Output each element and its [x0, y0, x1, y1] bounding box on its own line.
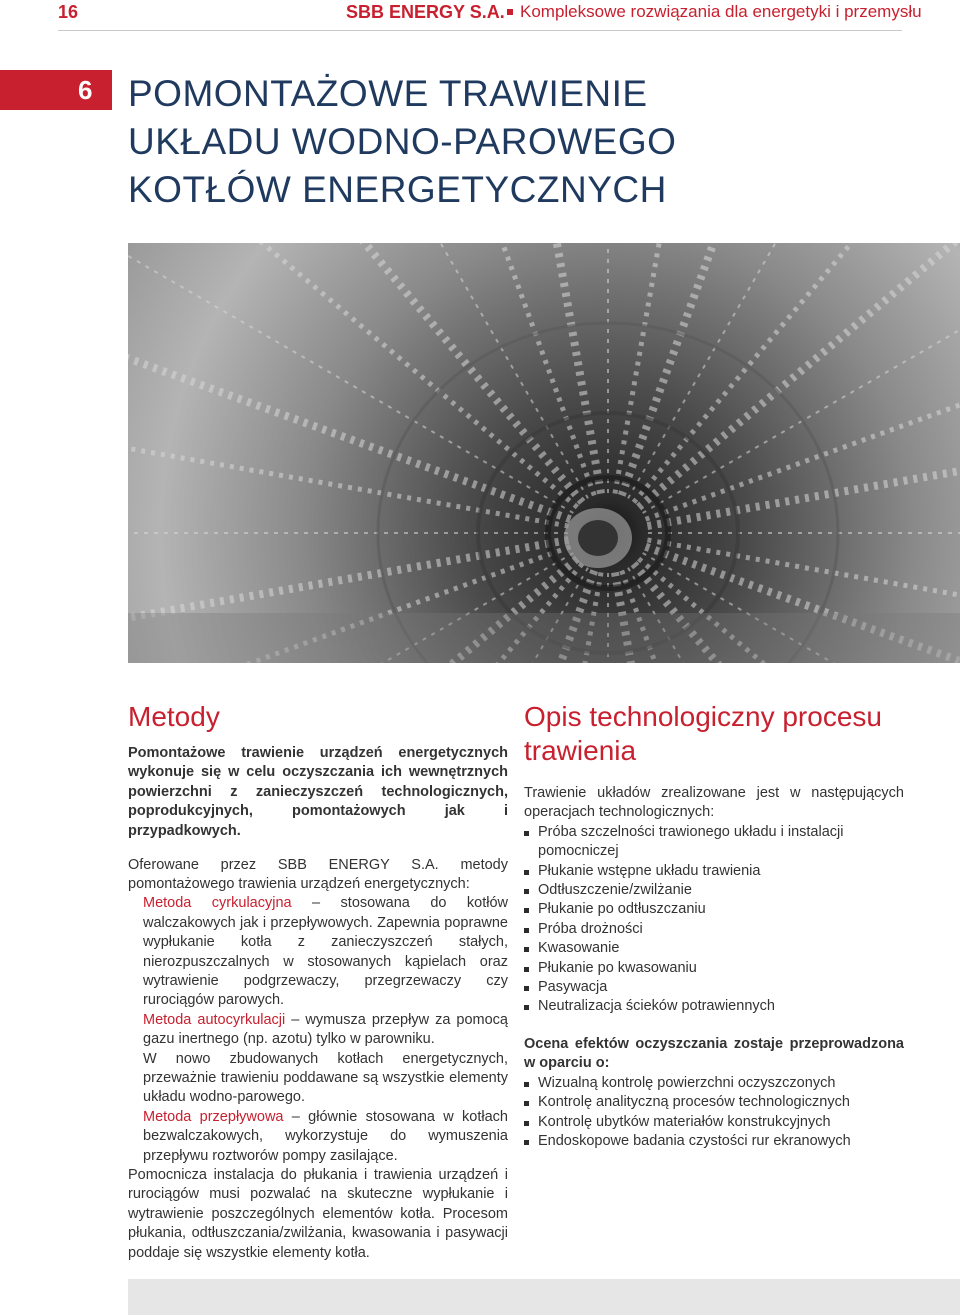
boiler-tube-photo [128, 243, 960, 663]
process-step-item: Próba drożności [524, 920, 904, 939]
header-divider [58, 30, 902, 31]
section-number-bar [0, 70, 112, 110]
methods-column [128, 700, 508, 1263]
method-flow-name: Metoda przepływowa [143, 1108, 284, 1125]
method-circulation [128, 894, 508, 1010]
process-step-item: Odtłuszczenie/zwilżanie [524, 881, 904, 900]
process-heading: Opis technologiczny procesu trawienia [524, 701, 882, 766]
evaluation-item: Kontrolę ubytków materiałów konstrukcyjnych [524, 1113, 904, 1132]
company-name: SBB ENERGY S.A. [346, 2, 505, 22]
methods-lead: Pomontażowe trawienie urządzeń energetycznych wykonuje się w celu oczyszczania ich wewnętrznych powierzchni z zanieczyszczeń technologicznych, poprodukcyjnych, pomontażowych jak i przypadkowych. [128, 745, 508, 839]
process-step-item: Kwasowanie [524, 939, 904, 958]
method-note: W nowo zbudowanych kotłach energetycznych, przeważnie trawieniu poddawane są wszystkie elementy układu wodno-parowego. [143, 1050, 508, 1106]
title-line-1: POMONTAŻOWE TRAWIENIE [128, 73, 648, 114]
evaluation-item: Kontrolę analityczną procesów technologicznych [524, 1093, 904, 1112]
methods-heading: Metody [128, 701, 220, 732]
title-line-3: KOTŁÓW ENERGETYCZNYCH [128, 169, 667, 210]
method-autocirculation [128, 1011, 508, 1050]
title-line-2: UKŁADU WODNO-PAROWEGO [128, 121, 677, 162]
method-circulation-name: Metoda cyrkulacyjna [143, 895, 292, 912]
evaluation-heading: Ocena efektów oczyszczania zostaje przeprowadzona w oparciu o: [524, 1035, 904, 1072]
method-autocirculation-text: – wymusza przepływ za pomocą gazu inertnego (np. azotu) tylko w parowniku. [143, 1011, 508, 1048]
header-tagline: Kompleksowe rozwiązania dla energetyki i przemysłu [520, 2, 922, 21]
page-number: 16 [58, 2, 79, 22]
process-step-item: Pasywacja [524, 978, 904, 997]
methods-closing: Pomocnicza instalacja do płukania i trawienia urządzeń i rurociągów musi pozwalać na skuteczne wypłukanie i wytrawienie poszczególnych elementów kotła. Procesom płukania, odtłuszczania/zwilżania, kwasowania i pasywacji poddaje się wszystkie elementy kotła. [128, 1167, 508, 1261]
evaluation-item: Endoskopowe badania czystości rur ekranowych [524, 1132, 904, 1151]
method-flow-text: – głównie stosowana w kotłach bezwalczakowych, wykorzystuje do wymuszenia przepływu roztworów pompy zasilające. [143, 1108, 508, 1164]
method-flow [128, 1108, 508, 1166]
process-column [524, 700, 904, 1151]
method-circulation-text: – stosowana do kotłów walczakowych jak i przepływowych. Zapewnia poprawne wypłukanie kotła z zanieczyszczeń stałych, nierozpuszczalnych w stosowanych kąpielach oraz wytrawienie podgrzewaczy, przegrzewaczy czy rurociągów parowych. [143, 895, 508, 1009]
process-step-item: Płukanie wstępne układu trawienia [524, 862, 904, 881]
process-step-item: Neutralizacja ścieków potrawiennych [524, 997, 904, 1016]
bullet-square-icon [507, 9, 513, 15]
process-step-item: Płukanie po kwasowaniu [524, 959, 904, 978]
evaluation-item: Wizualną kontrolę powierzchni oczyszczonych [524, 1074, 904, 1093]
section-number: 6 [78, 75, 93, 105]
methods-intro: Oferowane przez SBB ENERGY S.A. metody pomontażowego trawienia urządzeń energetycznych: [128, 856, 508, 892]
process-step-item: Próba szczelności trawionego układu i instalacji pomocniczej [524, 823, 904, 862]
process-intro: Trawienie układów zrealizowane jest w następujących operacjach technologicznych: [524, 785, 904, 821]
process-step-item: Płukanie po odtłuszczaniu [524, 900, 904, 919]
page-header [0, 0, 960, 30]
method-autocirculation-name: Metoda autocyrkulacji [143, 1011, 286, 1028]
process-steps-list [524, 823, 904, 1017]
page-title [128, 70, 928, 214]
footer-bar [128, 1279, 960, 1315]
evaluation-list [524, 1074, 904, 1152]
